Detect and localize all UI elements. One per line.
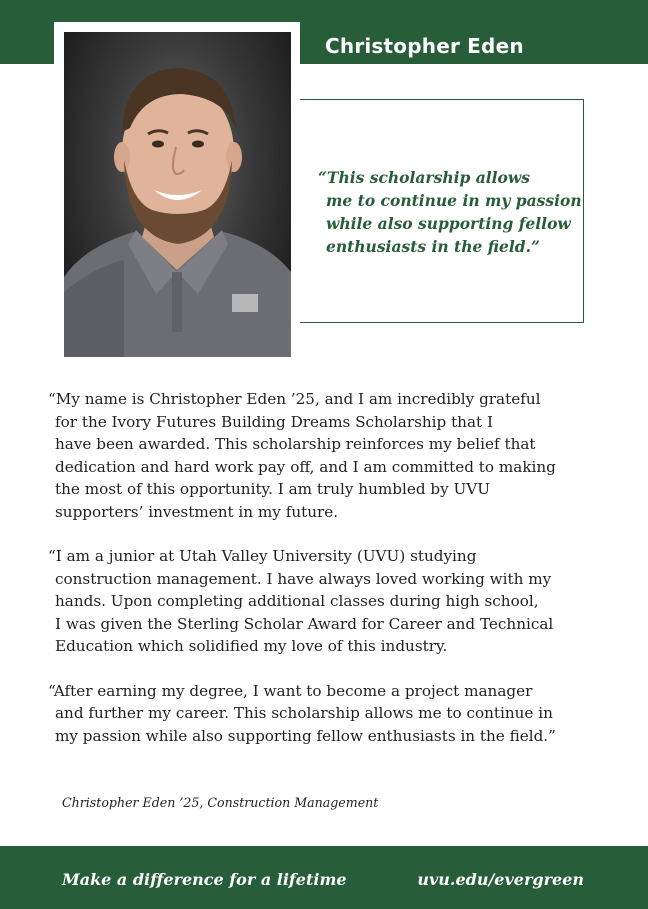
- pull-quote-line: enthusiasts in the field.”: [326, 237, 540, 256]
- testimonial-body: [48, 388, 591, 769]
- paragraph-line: Education which solidified my love of this industry.: [55, 637, 448, 655]
- paragraph-line: “After earning my degree, I want to become a project manager: [48, 681, 533, 700]
- paragraph-line: “My name is Christopher Eden ’25, and I am incredibly grateful: [48, 390, 541, 408]
- paragraph-line: my passion while also supporting fellow enthusiasts in the field.”: [55, 726, 556, 745]
- footer-url-link[interactable]: uvu.edu/evergreen: [417, 870, 584, 889]
- pull-quote-box: [300, 99, 584, 323]
- paragraph-line: “I am a junior at Utah Valley University (UVU) studying: [48, 547, 477, 565]
- student-name: Christopher Eden: [325, 34, 524, 58]
- paragraph-line: have been awarded. This scholarship reinforces my belief that: [55, 435, 536, 453]
- paragraph-line: supporters’ investment in my future.: [55, 502, 339, 521]
- paragraph-line: hands. Upon completing additional classes during high school,: [55, 592, 539, 610]
- pull-quote-line: “This scholarship allows: [318, 168, 530, 187]
- paragraph-line: and further my career. This scholarship allows me to continue in: [55, 704, 553, 722]
- paragraph-line: dedication and hard work pay off, and I am committed to making: [55, 457, 556, 476]
- testimonial-paragraph: [48, 680, 591, 748]
- pull-quote-line: me to continue in my passion: [326, 191, 582, 210]
- footer-band: [0, 846, 648, 909]
- portrait-illustration: [64, 32, 291, 357]
- footer-tagline: Make a difference for a lifetime: [62, 870, 347, 889]
- signature: Christopher Eden ’25, Construction Management: [62, 795, 379, 810]
- photo-frame: [54, 22, 300, 367]
- portrait-photo: [64, 32, 291, 357]
- paragraph-line: construction management. I have always loved working with my: [55, 569, 552, 588]
- paragraph-line: I was given the Sterling Scholar Award for Career and Technical: [55, 614, 554, 633]
- pull-quote-line: while also supporting fellow: [326, 214, 571, 233]
- pull-quote: [318, 166, 582, 258]
- testimonial-paragraph: [48, 545, 591, 658]
- paragraph-line: the most of this opportunity. I am truly humbled by UVU: [55, 480, 491, 498]
- testimonial-paragraph: [48, 388, 591, 523]
- paragraph-line: for the Ivory Futures Building Dreams Scholarship that I: [55, 412, 493, 431]
